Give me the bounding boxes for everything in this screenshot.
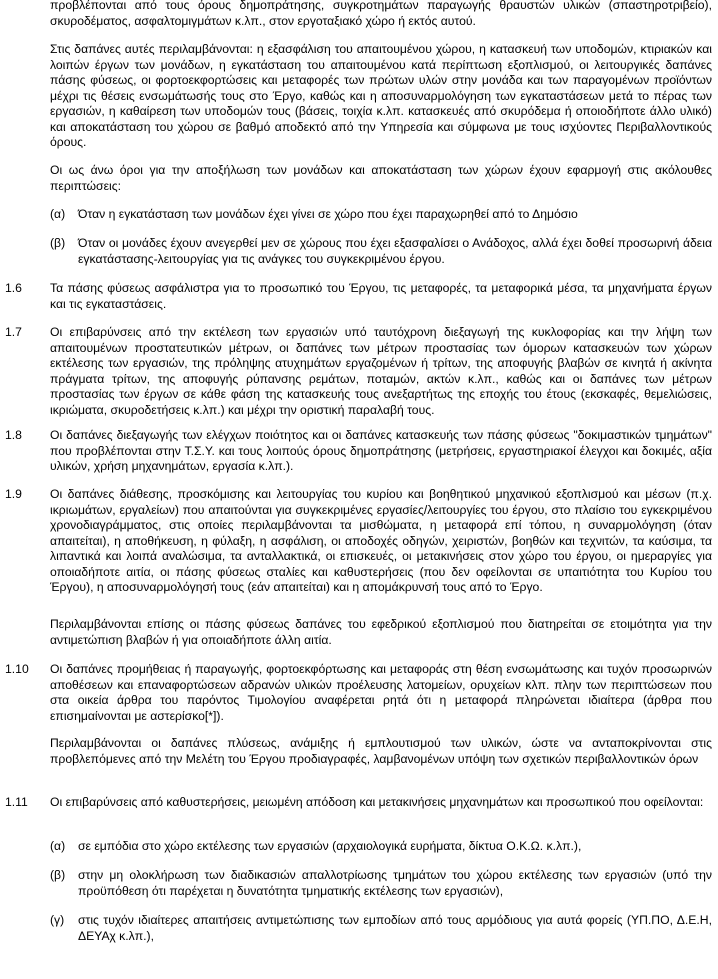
paragraph-1-11: Οι επιβαρύνσεις από καθυστερήσεις, μειωμένη απόδοση και μετακινήσεις μηχανημάτων και προσωπικού που οφείλονται: xyxy=(50,795,704,809)
section-number-1-6: 1.6 xyxy=(5,281,22,295)
item-number-intro-a: (α) xyxy=(50,207,66,221)
list-item-1-11-a: σε εμπόδια στο χώρο εκτέλεσης των εργασιών (αρχαιολογικά ευρήματα, δίκτυα Ο.Κ.Ω. κ.λπ.), xyxy=(78,839,582,853)
item-number-1-11-c: (γ) xyxy=(50,913,65,927)
paragraph-intro-conditions: Οι ως άνω όροι για την αποξήλωση των μονάδων και αποκατάσταση των χώρων έχουν εφαρμογή στις ακόλουθες περιπτώσεις: xyxy=(50,163,712,193)
item-number-intro-b: (β) xyxy=(50,236,66,250)
section-number-1-10: 1.10 xyxy=(5,662,29,676)
item-number-1-11-a: (α) xyxy=(50,839,66,853)
paragraph-1-10: Οι δαπάνες προμήθειας ή παραγωγής, φορτοεκφόρτωσης και μεταφοράς στη θέση ενσωμάτωσης και τυχόν προσωρινών αποθέσεων και επαναφορτώσεων αδρανών υλικών προέλευσης λατομείων, ορυχείων κλπ. πλην των περιπτώσεων που στα οικεία άρθρα του παρόντος Τιμολογίου αναφέρεται ρητά ότι η μεταφορά πληρώνεται ιδιαίτερα (άρθρα που επισημαίνονται με αστερίσκο[*]). xyxy=(50,662,712,723)
paragraph-intro-costs: Στις δαπάνες αυτές περιλαμβάνονται: η εξασφάλιση του απαιτουμένου χώρου, η κατασκευή των υποδομών, κτιριακών και λοιπών έργων των μονάδων, η εγκατάσταση του απαιτουμένου κατά περίπτωση εξοπλισμού, οι λειτουργικές δαπάνες πάσης φύσεως, οι φορτοεκφορτώσεις και μεταφορές των πρώτων υλών στην μονάδα και των παραγομένων προϊόντων μέχρι τις θέσεις ενσωμάτωσής τους στο Έργο, καθώς και η αποσυναρμολόγηση των εγκαταστάσεων μετά το πέρας των εργασιών, η καθαίρεση των υποδομών τους (βάσεις, τοιχία κ.λπ. κατασκευές από σκυρόδεμα ή οποιοδήποτε άλλο υλικό) και αποκατάσταση του χώρου σε βαθμό αποδεκτό από την Υπηρεσία και σύμφωνα με τους ισχύοντες Περιβαλλοντικούς όρους. xyxy=(50,42,712,149)
list-item-intro-b: Όταν οι μονάδες έχουν ανεγερθεί μεν σε χώρους που έχει εξασφαλίσει ο Ανάδοχος, αλλά έχει δοθεί προσωρινή άδεια εγκατάστασης-λειτουργίας για τις ανάγκες του συγκεκριμένου έργου. xyxy=(78,236,712,266)
paragraph-1-10-b: Περιλαμβάνονται οι δαπάνες πλύσεως, ανάμιξης ή εμπλουτισμού των υλικών, ώστε να ανταποκρίνονται στις προβλεπόμενες από την Μελέτη του Έργου προδιαγραφές, λαμβανομένων υπόψη των σχετικών περιβαλλοντικών όρων xyxy=(50,736,712,766)
section-number-1-7: 1.7 xyxy=(5,325,22,339)
paragraph-intro-continued: προβλέπονται από τους όρους δημοπράτησης, συγκροτημάτων παραγωγής θραυστών υλικών (σπαστηροτριβείο), σκυροδέματος, ασφαλτομιγμάτων κ.λπ., στον εργοταξιακό χώρο ή εκτός αυτού. xyxy=(50,0,712,28)
item-number-1-11-b: (β) xyxy=(50,868,66,882)
section-number-1-9: 1.9 xyxy=(5,487,22,501)
paragraph-1-6: Τα πάσης φύσεως ασφάλιστρα για το προσωπικό του Έργου, τις μεταφορές, τα μεταφορικά μέσα, τα μηχανήματα έργων και τις εγκαταστάσεις. xyxy=(50,281,712,311)
paragraph-1-7: Οι επιβαρύνσεις από την εκτέλεση των εργασιών υπό ταυτόχρονη διεξαγωγή της κυκλοφορίας και την λήψη των απαιτουμένων προστατευτικών μέτρων, οι δαπάνες των μέτρων προστασίας των όμορων κατασκευών των χώρων εκτέλεσης των εργασιών, της πρόληψης ατυχημάτων εργαζομένων ή τρίτων, της αποφυγής βλαβών σε κινητά ή ακίνητα πράγματα τρίτων, της αποφυγής ρύπανσης ρεμάτων, ποταμών, ακτών κ.λπ., καθώς και οι δαπάνες των μέτρων προστασίας των έργων σε κάθε φάση της κατασκευής τους ανεξαρτήτως της εποχής του έτους (εκσκαφές, θεμελιώσεις, ικριώματα, σκυροδετήσεις κ.λπ.) και μέχρι την οριστική παραλαβή τους. xyxy=(50,325,712,417)
paragraph-1-9-b: Περιλαμβάνονται επίσης οι πάσης φύσεως δαπάνες του εφεδρικού εξοπλισμού που διατηρείται σε ετοιμότητα για την αντιμετώπιση βλαβών ή για οποιαδήποτε άλλη αιτία. xyxy=(50,617,712,647)
list-item-intro-a: Όταν η εγκατάσταση των μονάδων έχει γίνει σε χώρο που έχει παραχωρηθεί από το Δημόσιο xyxy=(78,207,578,221)
paragraph-1-9: Οι δαπάνες διάθεσης, προσκόμισης και λειτουργίας του κυρίου και βοηθητικού μηχανικού εξοπλισμού και μέσων (π.χ. ικριωμάτων, εργαλείων) που απαιτούνται για συγκεκριμένες εργασίες/λειτουργίες του έργου, στο πλαίσιο του εγκεκριμένου χρονοδιαγράμματος, στις οποίες περιλαμβάνονται τα μισθώματα, η μεταφορά επί τόπου, η συναρμολόγηση (όταν απαιτείται), η αποθήκευση, η φύλαξη, η ασφάλιση, οι αποδοχές οδηγών, χειριστών, βοηθών και τεχνιτών, τα καύσιμα, τα λιπαντικά και λοιπά αναλώσιμα, τα ανταλλακτικά, οι επισκευές, οι μετακινήσεις στον χώρο του έργου, οι ημεραργίες για οποιαδήποτε αιτία, οι πάσης φύσεως σταλίες και καθυστερήσεις (που δεν οφείλονται σε υπαιτιότητα του Κυρίου του Έργου), η αποσυναρμολόγησή τους (εάν απαιτείται) και η απομάκρυνσή τους από το Έργο. xyxy=(50,487,712,594)
paragraph-1-8: Οι δαπάνες διεξαγωγής των ελέγχων ποιότητος και οι δαπάνες κατασκευής των πάσης φύσεως "δοκιμαστικών τμημάτων" που προβλέπονται στην Τ.Σ.Υ. και τους λοιπούς όρους δημοπράτησης (μετρήσεις, εργαστηριακοί έλεγχοι και δοκιμές, αξία υλικών, χρήση μηχανημάτων, εργασία κ.λπ.). xyxy=(50,428,712,473)
section-number-1-8: 1.8 xyxy=(5,428,22,442)
section-number-1-11: 1.11 xyxy=(5,795,28,809)
list-item-1-11-c: στις τυχόν ιδιαίτερες απαιτήσεις αντιμετώπισης των εμποδίων από τους αρμόδιους για αυτά φορείς (ΥΠ.ΠΟ, Δ.Ε.Η, ΔΕΥΑχ κ.λπ.), xyxy=(78,913,712,943)
list-item-1-11-b: στην μη ολοκλήρωση των διαδικασιών απαλλοτρίωσης τμημάτων του χώρου εκτέλεσης των εργασιών (υπό την προϋπόθεση ότι παρέχεται η δυνατότητα τμηματικής εκτέλεσης των εργασιών), xyxy=(78,868,712,898)
